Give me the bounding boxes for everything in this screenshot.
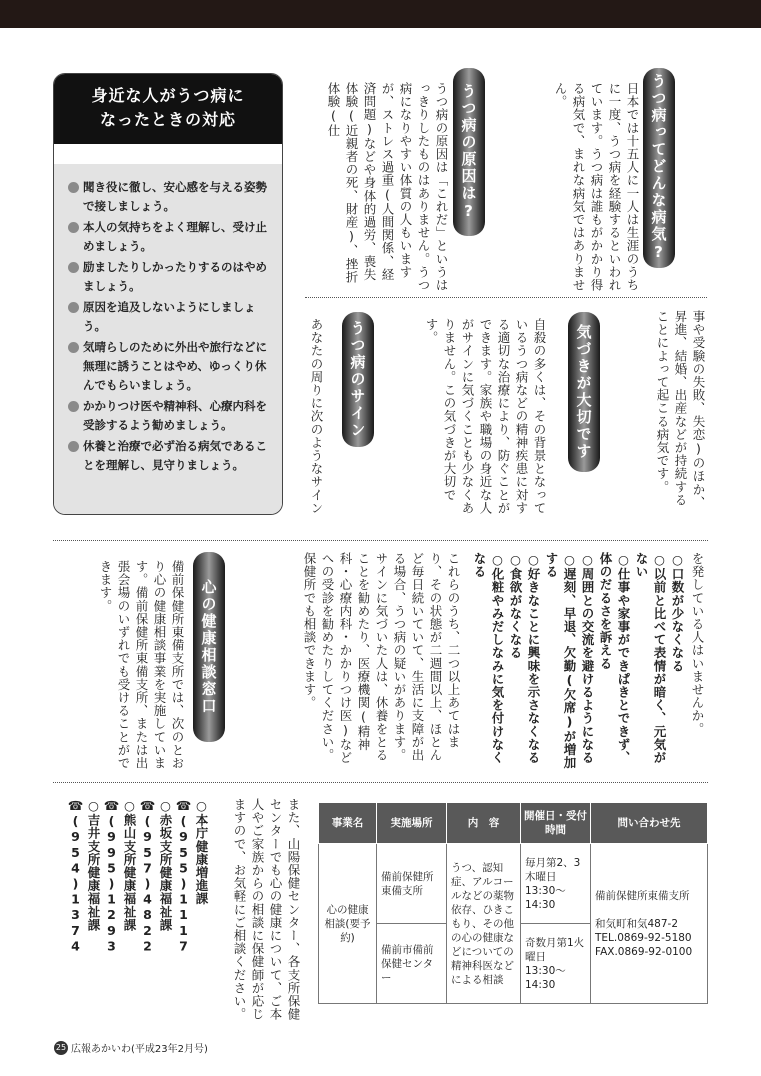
content: うつ、認知症、アルコールなどの薬物依存、ひきこもり、その他の心の健康などについての精神科医などによる相談 — [447, 844, 521, 1004]
date-1: 毎月第2、3木曜日13:30〜14:30 — [521, 844, 591, 924]
response-box-title: 身近な人がうつ病に なったときの対応 — [54, 74, 282, 144]
page-number: 25 — [54, 1041, 68, 1055]
heading-consult: 心の健康相談窓口 — [193, 552, 225, 742]
divider-1 — [305, 297, 707, 298]
section4-body: あなたの周りに次のようなサイン — [309, 318, 324, 515]
list-item: かかりつけ医や精神科、心療内科を受診するよう勧めましょう。 — [68, 397, 272, 435]
section3-continued: 事や受験の失敗、失恋)のほか、昇進、結婚、出産などが持続することによって起こる病気です。 — [655, 310, 706, 509]
section3-body: 自殺の多くは、その背景となっているうつ病などの精神疾患に対する適切な治療により、防ぐことができます。家族や職場の身近な人がサインに気づくことも少なくありません。この気づきが大切です。 — [424, 318, 547, 515]
sign-item: ○遅刻、早退、欠勤(欠席)が増加する — [544, 552, 577, 770]
list-item: 聞き役に徹し、安心感を与える姿勢で接しましょう。 — [68, 178, 272, 216]
event-name: 心の健康相談(要予約) — [319, 844, 377, 1004]
office-name: ○熊山支所健康福祉課 — [122, 798, 137, 932]
list-item: 原因を追及しないようにしましょう。 — [68, 298, 272, 336]
sign-item: ○以前と比べて表情が暗く、元気がない — [634, 552, 667, 765]
office-name: ○吉井支所健康福祉課 — [86, 798, 101, 932]
office-phone: ☎(955)1117 — [176, 798, 191, 954]
section2-body: うつ病の原因は「これだ」というはっきりしたものはありません。うつ病になりやすい体質の人もいますが、ストレス過重(人間関係、経済問題)などや身体的過労、喪失体験(近親者の死、財産)、挫折体験(仕 — [326, 82, 449, 292]
sign-item: ○周囲との交流を避けるようになる — [580, 552, 595, 765]
contact: 備前保健所東備支所 和気町和気487-2 TEL.0869-92-5180 FAX.0869-92-0100 — [591, 844, 708, 1004]
list-item: 気晴らしのために外出や旅行などに無理に誘うことはやめ、ゆっくり休んでもらいましょう。 — [68, 338, 272, 395]
office-phone: ☎(995)1293 — [104, 798, 119, 954]
divider-3 — [53, 782, 708, 783]
section1-body: 日本では十五人に一人は生涯のうちに一度、うつ病を経験するといわれています。うつ病は誰もがかかり得る病気で、まれな病気ではありません。 — [553, 82, 640, 292]
response-box-list — [54, 164, 282, 514]
list-item: 休養と治療で必ず治る病気であることを理解し、見守りましょう。 — [68, 437, 272, 475]
sign-item: ○仕事や家事ができぱきとできず、体のだるさを訴える — [598, 552, 631, 765]
heading-what-is-depression: うつ病ってどんな病気? — [643, 68, 675, 268]
sign-item: ○食欲がなくなる — [508, 552, 523, 660]
office-name: ○赤坂支所健康福祉課 — [158, 798, 173, 932]
sign-item: ○口数が少なくなる — [670, 552, 685, 673]
footer-text: 広報あかいわ(平成23年2月号) — [71, 1044, 208, 1055]
footer — [54, 1040, 208, 1055]
bullet-icon — [68, 302, 79, 313]
place-2: 備前市備前保健センター — [377, 924, 447, 1004]
th-contact: 問い合わせ先 — [591, 803, 708, 844]
list-item: 本人の気持ちをよく理解し、受け止めましょう。 — [68, 218, 272, 256]
section4-continued: を発している人はいませんか。 — [690, 552, 705, 736]
heading-awareness: 気づきが大切です — [568, 312, 600, 472]
office-name: ○本庁健康増進課 — [194, 798, 209, 906]
bullet-icon — [68, 182, 79, 193]
consultation-table — [318, 802, 708, 1004]
bullet-icon — [68, 222, 79, 233]
heading-causes: うつ病の原因は? — [453, 68, 485, 236]
top-bar — [0, 0, 761, 28]
section4-after: これらのうち、二つ以上あてはまり、その状態が二週間以上、ほとんど毎日続いていて、生活に支障が出る場合、うつ病の疑いがあります。サインに気づいた人は、休養をとることを勧めたり、医療機関(精神科・心療内科・かかりつけ医)などへの受診を勧めたりしてください。保健所でも相談できます。 — [302, 552, 461, 765]
th-event: 事業名 — [319, 803, 377, 844]
section5-body2: また、山陽保健センター、各支所保健センターでも心の健康について、ご本人やご家族からの相談に保健師が応じますので、お気軽にご相談ください。 — [232, 798, 301, 1021]
sign-item: ○化粧やみだしなみに気を付けなくなる — [472, 552, 505, 765]
th-date: 開催日・受付時間 — [521, 803, 591, 844]
divider-2 — [53, 540, 708, 541]
place-1: 備前保健所東備支所 — [377, 844, 447, 924]
section5-body: 備前保健所東備支所では、次のとおり心の健康相談事業を実施しています。備前保健所東備支所、または出張会場のいずれでも受けることができます。 — [98, 560, 185, 770]
bullet-icon — [68, 441, 79, 452]
sign-item: ○好きなことに興味を示さなくなる — [526, 552, 541, 765]
heading-signs: うつ病のサイン — [342, 312, 374, 447]
bullet-icon — [68, 342, 79, 353]
response-box — [53, 73, 283, 515]
office-phone: ☎(957)4822 — [140, 798, 155, 954]
th-content: 内 容 — [447, 803, 521, 844]
date-2: 奇数月第1火曜日13:30〜14:30 — [521, 924, 591, 1004]
bullet-icon — [68, 262, 79, 273]
list-item: 励ましたりしかったりするのはやめましょう。 — [68, 258, 272, 296]
th-place: 実施場所 — [377, 803, 447, 844]
office-phone: ☎(954)1374 — [68, 798, 83, 954]
bullet-icon — [68, 401, 79, 412]
